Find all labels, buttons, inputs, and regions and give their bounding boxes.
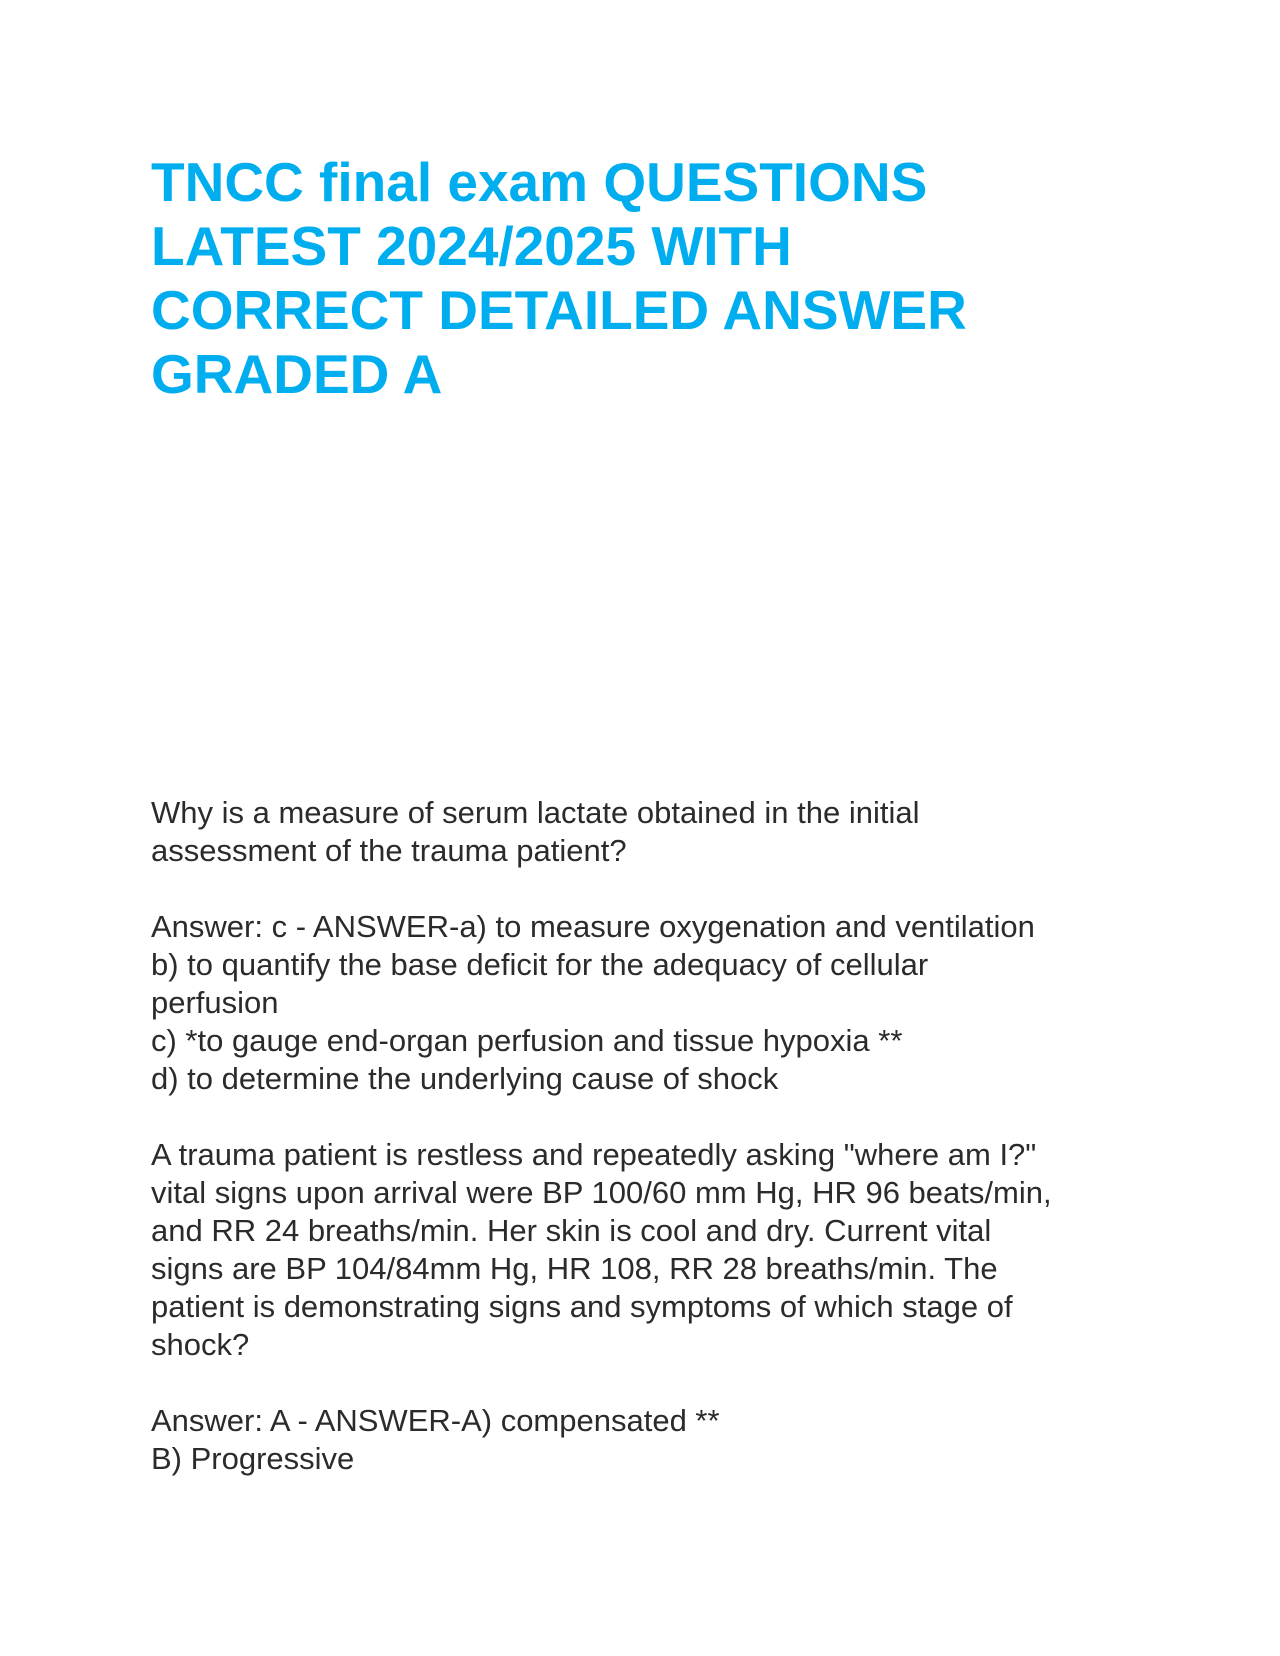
question-text-line: Why is a measure of serum lactate obtained in the initial xyxy=(151,795,920,830)
answer-text-line: b) to quantify the base deficit for the adequacy of cellular xyxy=(151,947,929,982)
answer-text-line: perfusion xyxy=(151,985,279,1020)
question-text-line: shock? xyxy=(151,1327,250,1362)
answer-text-line: c) *to gauge end-organ perfusion and tissue hypoxia ** xyxy=(151,1023,903,1058)
answer-1 xyxy=(151,908,1151,1098)
question-text-line: A trauma patient is restless and repeatedly asking "where am I?" xyxy=(151,1137,1037,1172)
question-2 xyxy=(151,1136,1151,1364)
answer-2 xyxy=(151,1402,1151,1478)
question-text-line: signs are BP 104/84mm Hg, HR 108, RR 28 breaths/min. The xyxy=(151,1251,998,1286)
title-line: LATEST 2024/2025 WITH xyxy=(151,215,792,277)
question-text-line: patient is demonstrating signs and symptoms of which stage of xyxy=(151,1289,1013,1324)
question-text-line: and RR 24 breaths/min. Her skin is cool and dry. Current vital xyxy=(151,1213,992,1248)
question-1 xyxy=(151,794,1151,870)
title-line: CORRECT DETAILED ANSWER xyxy=(151,279,967,341)
page-title xyxy=(151,150,1151,406)
title-line: TNCC final exam QUESTIONS xyxy=(151,151,928,213)
question-text-line: vital signs upon arrival were BP 100/60 mm Hg, HR 96 beats/min, xyxy=(151,1175,1052,1210)
question-text-line: assessment of the trauma patient? xyxy=(151,833,627,868)
answer-text-line: d) to determine the underlying cause of shock xyxy=(151,1061,779,1096)
answer-text-line: B) Progressive xyxy=(151,1441,355,1476)
document-body xyxy=(151,794,1151,1516)
answer-text-line: Answer: A - ANSWER-A) compensated ** xyxy=(151,1403,720,1438)
title-line: GRADED A xyxy=(151,343,443,405)
answer-text-line: Answer: c - ANSWER-a) to measure oxygenation and ventilation xyxy=(151,909,1035,944)
